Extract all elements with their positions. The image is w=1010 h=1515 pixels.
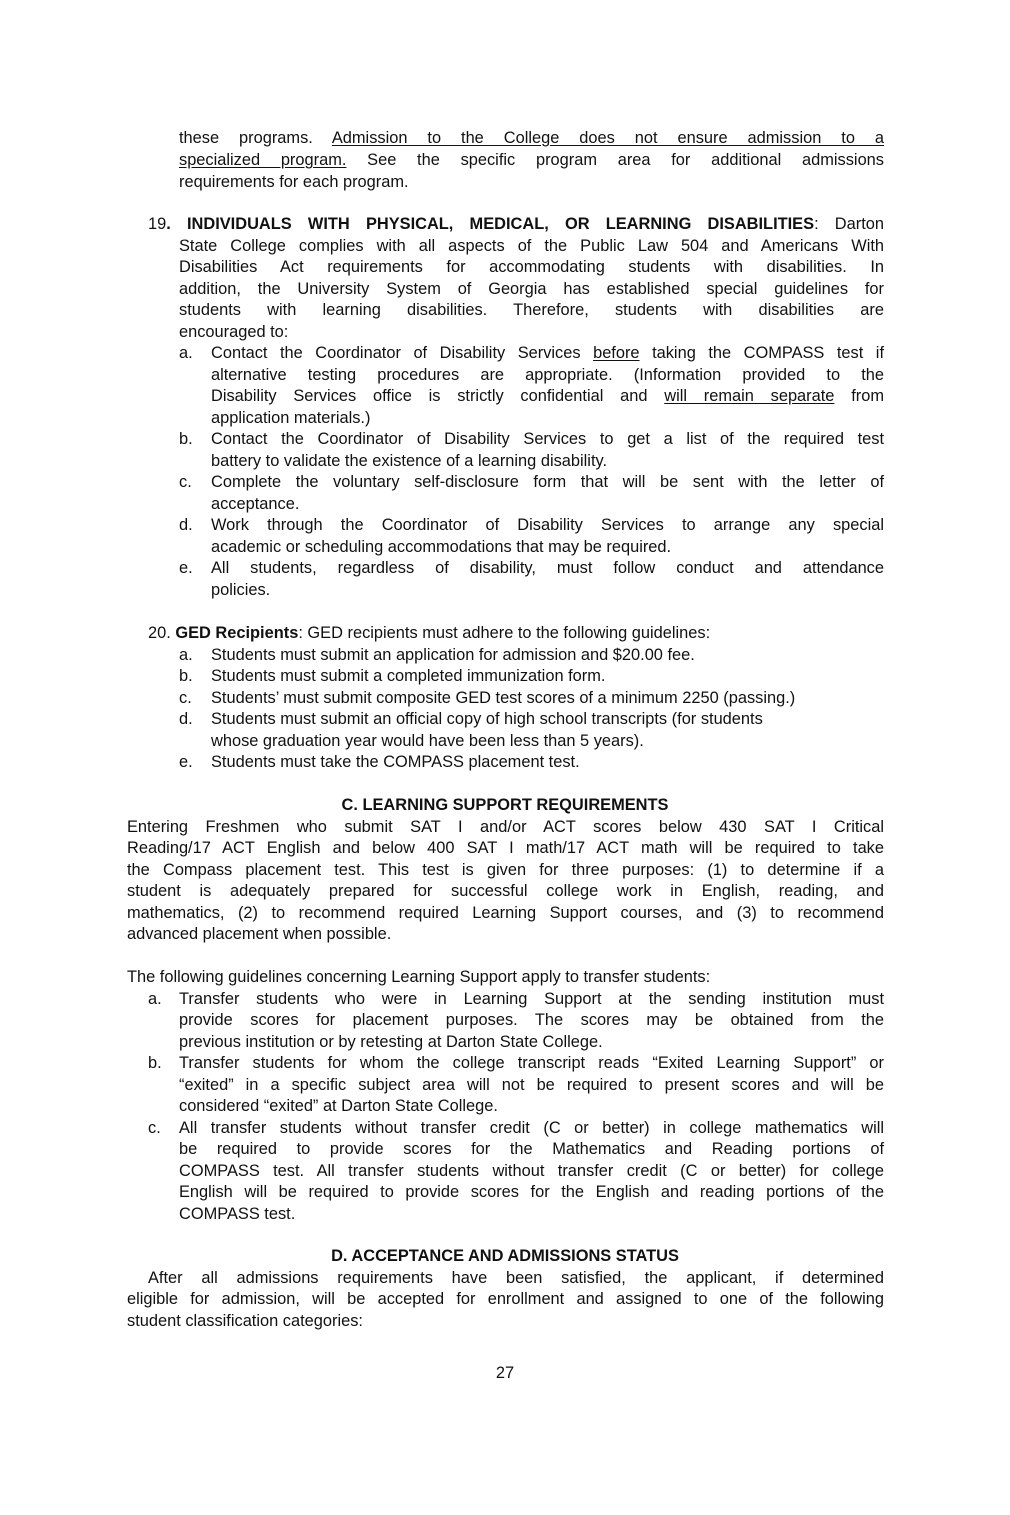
- item19-d-line-1: Work through the Coordinator of Disability Services to arrange any special: [211, 516, 884, 534]
- section-c-a-line: provide scores for placement purposes. The scores may be obtained from the: [179, 1011, 884, 1029]
- section-c-c-line: COMPASS test. All transfer students without transfer credit (C or better) for college: [179, 1162, 884, 1180]
- item19-a-line-3: Disability Services office is strictly confidential and will remain separate from: [211, 387, 884, 405]
- item20-label-a: a.: [179, 646, 193, 664]
- item19-heading-line: 19. INDIVIDUALS WITH PHYSICAL, MEDICAL, OR LEARNING DISABILITIES: Darton: [148, 215, 884, 233]
- section-c-para-line: advanced placement when possible.: [127, 925, 392, 943]
- item19-a-line-4: application materials.): [211, 409, 371, 427]
- section-d-heading: D. ACCEPTANCE AND ADMISSIONS STATUS: [331, 1247, 679, 1265]
- section-d-para-line: After all admissions requirements have been satisfied, the applicant, if determined: [148, 1269, 884, 1287]
- item19-e-line-1: All students, regardless of disability, must follow conduct and attendance: [211, 559, 884, 577]
- section-c-b-line: “exited” in a specific subject area will not be required to present scores and will be: [179, 1076, 884, 1094]
- item19-a-line-1: Contact the Coordinator of Disability Services before taking the COMPASS test if: [211, 344, 884, 362]
- item19-b-line-1: Contact the Coordinator of Disability Services to get a list of the required test: [211, 430, 884, 448]
- section-c-transfer-intro: The following guidelines concerning Learning Support apply to transfer students:: [127, 968, 711, 986]
- item19-label-d: d.: [179, 516, 193, 534]
- item19-label-b: b.: [179, 430, 193, 448]
- item20-b: Students must submit a completed immunization form.: [211, 667, 606, 685]
- section-c-c-line: All transfer students without transfer credit (C or better) in college mathematics will: [179, 1119, 884, 1137]
- section-c-para-line: Reading/17 ACT English and below 400 SAT I math/17 ACT math will be required to take: [127, 839, 884, 857]
- section-c-c-line: COMPASS test.: [179, 1205, 296, 1223]
- item20-d-line-2: whose graduation year would have been less than 5 years).: [211, 732, 644, 750]
- section-c-a-line: Transfer students who were in Learning Support at the sending institution must: [179, 990, 884, 1008]
- item20-label-c: c.: [179, 689, 192, 707]
- section-c-c-line: English will be required to provide scores for the English and reading portions of the: [179, 1183, 884, 1201]
- item19-body-line: State College complies with all aspects of the Public Law 504 and Americans With: [179, 237, 884, 255]
- item20-heading-line: 20. GED Recipients: GED recipients must adhere to the following guidelines:: [148, 624, 711, 642]
- section-c-heading: C. LEARNING SUPPORT REQUIREMENTS: [341, 796, 669, 814]
- item19-body-line: Disabilities Act requirements for accommodating students with disabilities. In: [179, 258, 884, 276]
- item20-label-d: d.: [179, 710, 193, 728]
- item20-a: Students must submit an application for admission and $20.00 fee.: [211, 646, 695, 664]
- item20-d-line-1: Students must submit an official copy of high school transcripts (for students: [211, 710, 763, 728]
- section-c-label-b: b.: [148, 1054, 162, 1072]
- item20-label-e: e.: [179, 753, 193, 771]
- item20-label-b: b.: [179, 667, 193, 685]
- section-c-b-line: considered “exited” at Darton State College.: [179, 1097, 498, 1115]
- item19-c-line-2: acceptance.: [211, 495, 300, 513]
- item19-c-line-1: Complete the voluntary self-disclosure form that will be sent with the letter of: [211, 473, 884, 491]
- item19-body-line: addition, the University System of Georgia has established special guidelines for: [179, 280, 884, 298]
- section-d-para-line: eligible for admission, will be accepted for enrollment and assigned to one of the following: [127, 1290, 884, 1308]
- section-c-para-line: the Compass placement test. This test is given for three purposes: (1) to determine if a: [127, 861, 884, 879]
- item20-e: Students must take the COMPASS placement test.: [211, 753, 580, 771]
- section-c-a-line: previous institution or by retesting at Darton State College.: [179, 1033, 603, 1051]
- section-c-c-line: be required to provide scores for the Mathematics and Reading portions of: [179, 1140, 884, 1158]
- item19-label-a: a.: [179, 344, 193, 362]
- section-c-label-a: a.: [148, 990, 162, 1008]
- item19-body-line: encouraged to:: [179, 323, 289, 341]
- item20-c: Students’ must submit composite GED test scores of a minimum 2250 (passing.): [211, 689, 796, 707]
- section-c-para-line: Entering Freshmen who submit SAT I and/or ACT scores below 430 SAT I Critical: [127, 818, 884, 836]
- section-c-label-c: c.: [148, 1119, 161, 1137]
- section-c-b-line: Transfer students for whom the college transcript reads “Exited Learning Support” or: [179, 1054, 884, 1072]
- intro-line-2: specialized program. See the specific program area for additional admissions: [179, 151, 884, 169]
- item19-e-line-2: policies.: [211, 581, 271, 599]
- item19-d-line-2: academic or scheduling accommodations that may be required.: [211, 538, 672, 556]
- section-d-para-line: student classification categories:: [127, 1312, 363, 1330]
- item19-b-line-2: battery to validate the existence of a learning disability.: [211, 452, 608, 470]
- item19-label-c: c.: [179, 473, 192, 491]
- item19-body-line: students with learning disabilities. Therefore, students with disabilities are: [179, 301, 884, 319]
- page-number: 27: [495, 1364, 515, 1382]
- intro-line-3: requirements for each program.: [179, 173, 409, 191]
- item19-a-line-2: alternative testing procedures are appropriate. (Information provided to the: [211, 366, 884, 384]
- item19-label-e: e.: [179, 559, 193, 577]
- section-c-para-line: mathematics, (2) to recommend required Learning Support courses, and (3) to recommend: [127, 904, 884, 922]
- intro-line-1: these programs. Admission to the College does not ensure admission to a: [179, 129, 884, 147]
- section-c-para-line: student is adequately prepared for successful college work in English, reading, and: [127, 882, 884, 900]
